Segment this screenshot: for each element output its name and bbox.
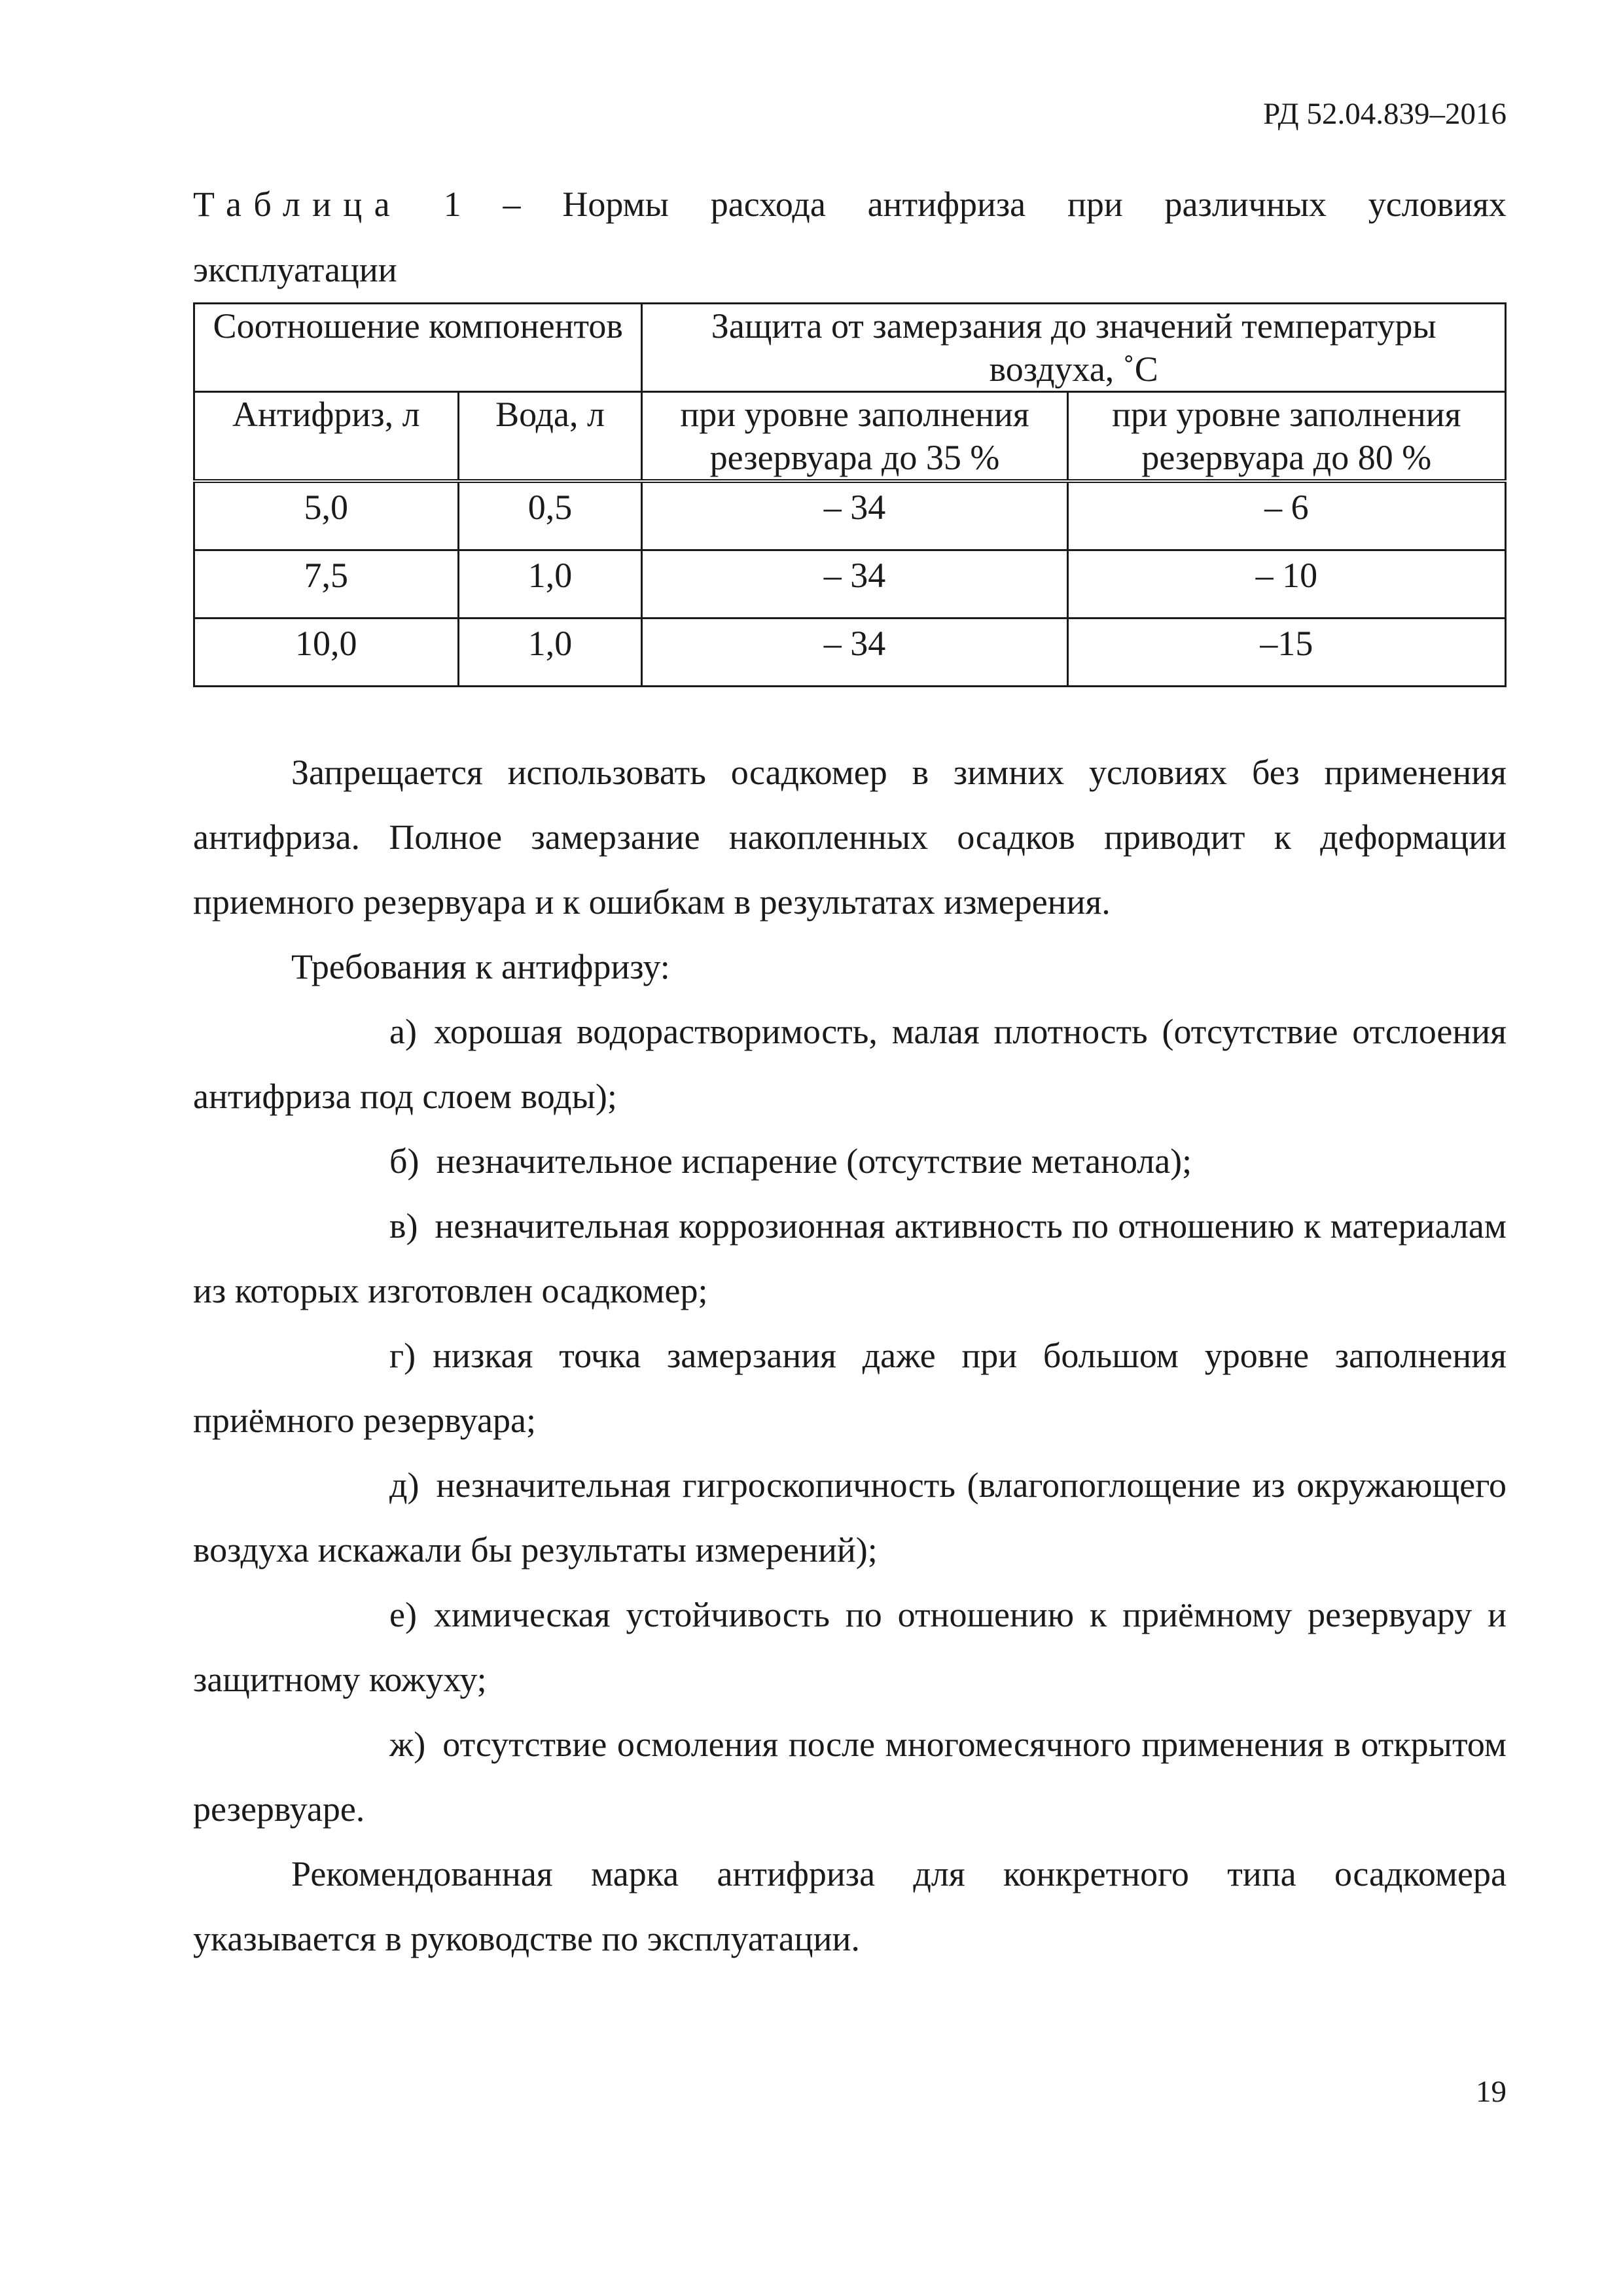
cell-water: 1,0 [458, 619, 642, 687]
requirement-item [193, 999, 1507, 1129]
recommendation-paragraph: Рекомендованная марка антифриза для конкретного типа осадкомера указывается в руководстве по эксплуатации. [193, 1854, 1507, 1958]
table-caption [193, 171, 1507, 302]
table-caption-word: расхода [710, 185, 826, 224]
requirement-text: незначительная гигроскопичность (влагопоглощение из окружающего воздуха искажали бы результаты измерений); [193, 1465, 1507, 1570]
requirement-item [193, 1712, 1507, 1842]
page-number: 19 [1476, 2075, 1507, 2109]
cell-antifreeze: 5,0 [194, 481, 459, 550]
table-caption-line [193, 171, 1507, 237]
requirement-item [193, 1129, 1507, 1194]
antifreeze-norms-table [193, 302, 1507, 687]
requirement-item [193, 1583, 1507, 1712]
header-fill-35: при уровне заполнения резервуара до 35 % [642, 392, 1067, 482]
requirement-label: в) [389, 1206, 418, 1246]
table-subheader-row [194, 392, 1506, 482]
table-caption-number: 1 [443, 185, 461, 224]
body-text [193, 740, 1507, 1971]
table-caption-word: условиях [1368, 185, 1507, 224]
table-row [194, 481, 1506, 550]
header-protection: Защита от замерзания до значений температуры воздуха, ˚С [642, 304, 1506, 392]
requirement-label: ж) [389, 1725, 426, 1764]
table-caption-word: Нормы [562, 185, 669, 224]
cell-t80: – 6 [1067, 481, 1505, 550]
table-caption-label: Таблица [193, 185, 402, 224]
requirement-item [193, 1453, 1507, 1583]
cell-t80: –15 [1067, 619, 1505, 687]
requirement-label: б) [389, 1141, 419, 1181]
header-water: Вода, л [458, 392, 642, 482]
requirement-text: хорошая водорастворимость, малая плотность (отсутствие отслоения антифриза под слоем воды); [193, 1012, 1507, 1116]
header-fill-80: при уровне заполнения резервуара до 80 % [1067, 392, 1505, 482]
header-antifreeze: Антифриз, л [194, 392, 459, 482]
table-caption-continuation: эксплуатации [193, 250, 397, 289]
cell-antifreeze: 7,5 [194, 550, 459, 619]
requirement-text: низкая точка замерзания даже при большом уровне заполнения приёмного резервуара; [193, 1336, 1507, 1440]
requirement-text: незначительное испарение (отсутствие метанола); [436, 1141, 1192, 1181]
requirement-text: химическая устойчивость по отношению к приёмному резервуару и защитному кожуху; [193, 1595, 1507, 1699]
table-row [194, 619, 1506, 687]
cell-t35: – 34 [642, 619, 1067, 687]
table-caption-dash: – [503, 185, 521, 224]
requirement-label: д) [389, 1465, 419, 1505]
cell-t35: – 34 [642, 481, 1067, 550]
table-caption-word: при [1067, 185, 1123, 224]
cell-water: 1,0 [458, 550, 642, 619]
requirement-item [193, 1323, 1507, 1453]
table-header-row [194, 304, 1506, 392]
requirement-item [193, 1194, 1507, 1323]
requirement-text: отсутствие осмоления после многомесячного применения в открытом резервуаре. [193, 1725, 1507, 1829]
cell-antifreeze: 10,0 [194, 619, 459, 687]
table-caption-word: различных [1164, 185, 1327, 224]
requirement-label: г) [389, 1336, 416, 1375]
table-caption-word: антифриза [867, 185, 1026, 224]
requirement-text: незначительная коррозионная активность по отношению к материалам из которых изготовлен осадкомер; [193, 1206, 1507, 1310]
cell-t80: – 10 [1067, 550, 1505, 619]
requirement-label: а) [389, 1012, 417, 1051]
cell-t35: – 34 [642, 550, 1067, 619]
cell-water: 0,5 [458, 481, 642, 550]
document-code: РД 52.04.839–2016 [1263, 97, 1507, 131]
requirements-intro: Требования к антифризу: [291, 947, 670, 986]
requirement-label: е) [389, 1595, 417, 1634]
table-row [194, 550, 1506, 619]
header-ratio: Соотношение компонентов [194, 304, 642, 392]
prohibition-paragraph: Запрещается использовать осадкомер в зимних условиях без применения антифриза. Полное замерзание накопленных осадков приводит к деформации приемного резервуара и к ошибкам в результатах измерения. [193, 753, 1507, 922]
